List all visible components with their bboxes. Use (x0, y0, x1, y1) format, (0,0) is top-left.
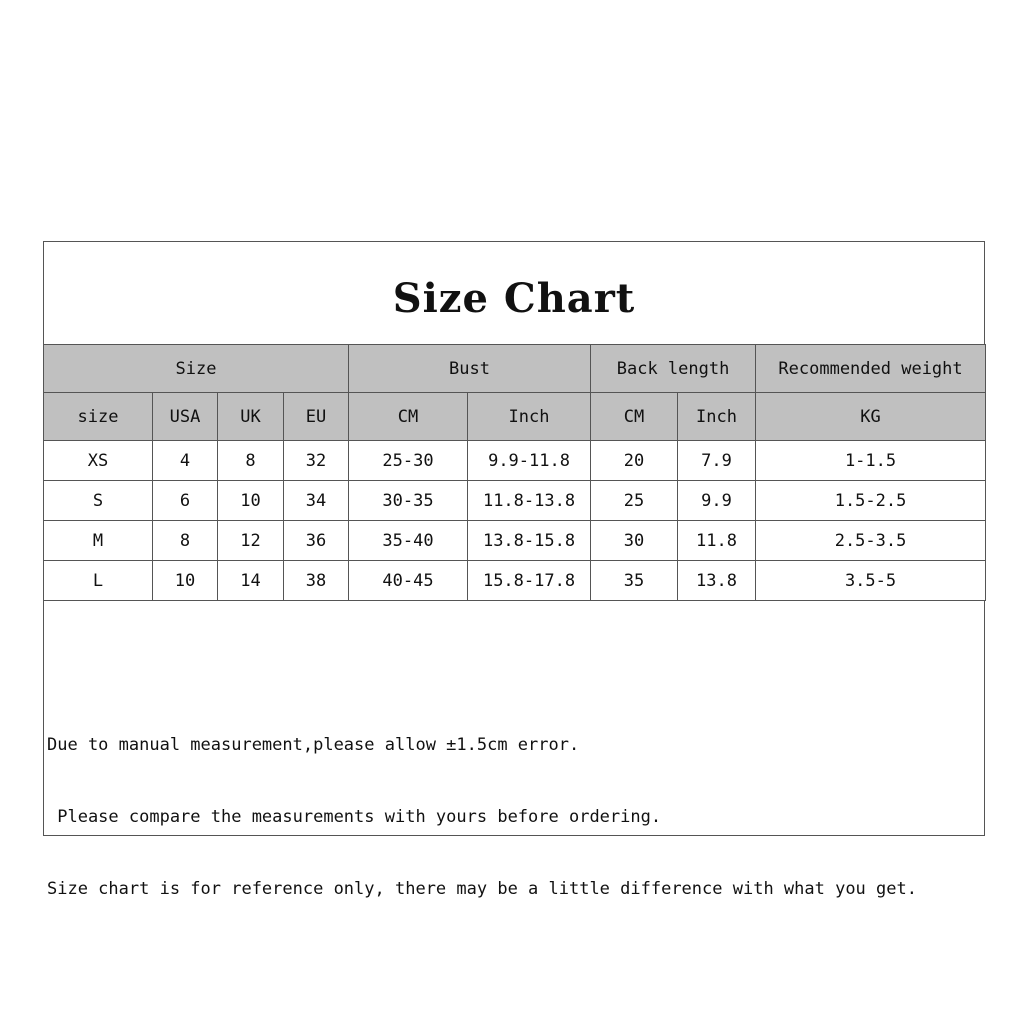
note-line: Size chart is for reference only, there may be a little difference with what you get. (47, 879, 917, 899)
cell-back-cm: 25 (591, 481, 678, 521)
sub-header-row (44, 393, 986, 441)
cell-back-cm: 30 (591, 521, 678, 561)
cell-eu: 32 (284, 441, 349, 481)
cell-back-inch: 9.9 (678, 481, 756, 521)
cell-uk: 12 (218, 521, 284, 561)
cell-bust-cm: 25-30 (349, 441, 468, 481)
cell-back-inch: 13.8 (678, 561, 756, 601)
note-line: Due to manual measurement,please allow ±1.5cm error. (47, 735, 580, 755)
cell-bust-inch: 9.9-11.8 (468, 441, 591, 481)
group-header-size: Size (44, 345, 349, 393)
size-chart-frame (43, 241, 985, 899)
sub-header-size: size (44, 393, 153, 441)
cell-size: L (44, 561, 153, 601)
cell-bust-cm: 30-35 (349, 481, 468, 521)
sub-header-eu: EU (284, 393, 349, 441)
cell-uk: 8 (218, 441, 284, 481)
cell-usa: 10 (153, 561, 218, 601)
cell-size: XS (44, 441, 153, 481)
sub-header-back-cm: CM (591, 393, 678, 441)
cell-weight-kg: 1.5-2.5 (756, 481, 986, 521)
table-row (44, 561, 986, 601)
cell-weight-kg: 1-1.5 (756, 441, 986, 481)
cell-uk: 14 (218, 561, 284, 601)
cell-back-cm: 35 (591, 561, 678, 601)
cell-bust-cm: 40-45 (349, 561, 468, 601)
cell-usa: 8 (153, 521, 218, 561)
group-header-row (44, 345, 986, 393)
table-row (44, 481, 986, 521)
cell-back-inch: 7.9 (678, 441, 756, 481)
group-header-bust: Bust (349, 345, 591, 393)
sub-header-back-inch: Inch (678, 393, 756, 441)
cell-back-inch: 11.8 (678, 521, 756, 561)
cell-size: M (44, 521, 153, 561)
sub-header-bust-cm: CM (349, 393, 468, 441)
cell-back-cm: 20 (591, 441, 678, 481)
cell-usa: 4 (153, 441, 218, 481)
note-line: Please compare the measurements with yours before ordering. (47, 807, 662, 827)
cell-bust-cm: 35-40 (349, 521, 468, 561)
cell-size: S (44, 481, 153, 521)
sub-header-bust-inch: Inch (468, 393, 591, 441)
table-row (44, 521, 986, 561)
cell-uk: 10 (218, 481, 284, 521)
cell-eu: 34 (284, 481, 349, 521)
title-area (44, 242, 984, 344)
sub-header-weight-kg: KG (756, 393, 986, 441)
cell-usa: 6 (153, 481, 218, 521)
page-title: Size Chart (392, 274, 636, 322)
sub-header-usa: USA (153, 393, 218, 441)
cell-weight-kg: 2.5-3.5 (756, 521, 986, 561)
cell-bust-inch: 11.8-13.8 (468, 481, 591, 521)
cell-eu: 38 (284, 561, 349, 601)
cell-bust-inch: 13.8-15.8 (468, 521, 591, 561)
table-row (44, 441, 986, 481)
sub-header-uk: UK (218, 393, 284, 441)
cell-eu: 36 (284, 521, 349, 561)
group-header-back-length: Back length (591, 345, 756, 393)
notes-block (47, 685, 917, 949)
group-header-recommended-weight: Recommended weight (756, 345, 986, 393)
cell-weight-kg: 3.5-5 (756, 561, 986, 601)
cell-bust-inch: 15.8-17.8 (468, 561, 591, 601)
size-table (43, 344, 986, 601)
